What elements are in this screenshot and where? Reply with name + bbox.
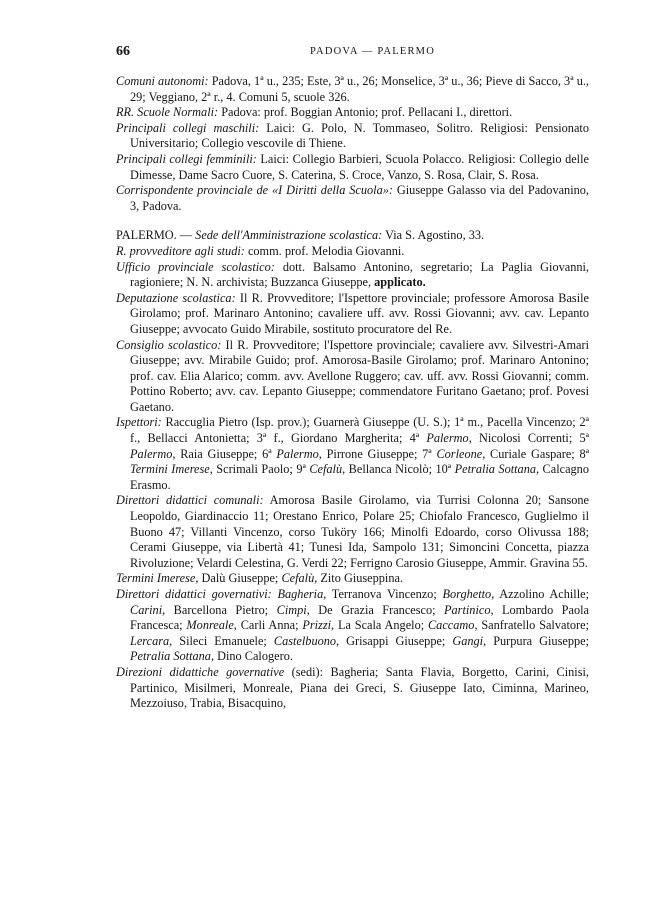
- padova-entry-principali-collegi-maschili: [116, 121, 589, 152]
- section-gap: [116, 214, 589, 228]
- entry-text: , Raia Giuseppe; 6ª: [172, 446, 277, 461]
- palermo-entry-consiglio-scolastico: [116, 338, 589, 416]
- entry-text: , Sileci Emanuele;: [169, 633, 274, 648]
- palermo-sede-label: Sede dell'Amministrazione scolastica:: [195, 228, 383, 243]
- entry-label: Direttori didattici governativi:: [116, 587, 272, 601]
- place-name: Termini Imerese: [130, 462, 210, 477]
- palermo-sede-text: Via S. Agostino, 33.: [382, 228, 485, 243]
- place-name: Castelbuono: [273, 633, 337, 648]
- entry-text: Laici: G. Polo, N. Tommaseo, Solitro. Religiosi: Pensionato Universitario; Collegio vescovile di Thiene.: [130, 120, 589, 151]
- place-name: Carini: [130, 602, 163, 617]
- entry-text: , Terranova Vincenzo;: [323, 587, 443, 601]
- place-name: Petralia Sottana: [130, 649, 211, 664]
- place-name: Prizzi: [302, 618, 332, 633]
- palermo-section: [116, 228, 589, 711]
- palermo-entry-r-provveditore-agli-studi: [116, 244, 589, 260]
- entry-bold-text: applicato.: [374, 275, 426, 290]
- padova-entry-comuni-autonomi: [116, 74, 589, 105]
- entry-label: Ufficio provinciale scolastico:: [116, 259, 275, 274]
- entry-text: Laici: Collegio Barbieri, Scuola Polacco. Religiosi: Collegio delle Dimesse, Dame Sacro Cuore, S. Caterina, S. Croce, Vanzo, S. Rosa, Clair, S. Rosa.: [130, 151, 589, 182]
- entry-text: , Sanfratello Salvatore;: [474, 618, 589, 633]
- place-name: Cefalù: [281, 571, 315, 586]
- palermo-heading-entry: [116, 228, 589, 244]
- entry-text: , Carli Anna;: [233, 618, 303, 633]
- entry-text: Padova, 1ª u., 235; Este, 3ª u., 26; Monselice, 3ª u., 36; Pieve di Sacco, 3ª u., 29; Veggiano, 2ª r., 4. Comuni 5, scuole 326.: [130, 74, 589, 104]
- entry-text: , Dino Calogero.: [210, 649, 293, 664]
- entry-text: , Grisappi Giuseppe;: [336, 633, 453, 648]
- entry-text: (sedi): Bagheria; Santa Flavia, Borgetto, Carini, Cinisi, Partinico, Misilmeri, Monreale, Piana dei Greci, S. Giuseppe Iato, Ciminna, Marineo, Mezzoiuso, Trabia, Bisacquino,: [130, 664, 589, 711]
- entry-label: Corrispondente provinciale de «I Diritti della Scuola»:: [116, 183, 393, 198]
- entry-label: Direttori didattici comunali:: [116, 493, 264, 508]
- page-number: 66: [116, 44, 130, 59]
- place-name: Gangi: [452, 633, 484, 648]
- entry-text: Padova: prof. Boggian Antonio; prof. Pellacani I., direttori.: [218, 105, 513, 120]
- entry-label: Ispettori:: [116, 415, 162, 430]
- entry-text: comm. prof. Melodia Giovanni.: [244, 243, 405, 258]
- entry-text: , De Grazia Francesco;: [306, 602, 445, 617]
- place-name: Cefalù: [309, 462, 343, 477]
- entry-text: , Calcagno Erasmo.: [130, 462, 589, 492]
- entry-text: Il R. Provveditore; l'Ispettore provinciale; cavaliere avv. Silvestri-Amari Giuseppe; avv. Mirabile Guido; prof. Amorosa-Basile Girolamo; prof. Marinaro Antonino; prof. cav. Elia Alarico; comm. avv. Avellone Ruggero; cav. uff. avv. Rossi Giovanni; comm. Pottino Roberto; avv. cav. Lepanto Giuseppe; commendatore Furitano Gaetano; prof. Povesi Gaetano.: [130, 337, 589, 414]
- entry-label: Principali collegi maschili:: [116, 120, 260, 135]
- place-name: Monreale: [186, 618, 234, 633]
- entry-text: , Nicolosi Correnti; 5ª: [468, 431, 589, 446]
- entry-text: Il R. Provveditore; l'Ispettore provinciale; professore Amorosa Basile Girolamo; prof. Marinaro Antonino; cavaliere uff. avv. Rossi Giovanni; avv. cav. Lepanto Giuseppe; avvocato Guido Mirabile, sostituto procuratore del Re.: [130, 290, 589, 336]
- entry-text: , Curiale Gaspare; 8ª: [482, 446, 589, 461]
- entry-label: Principali collegi femminili:: [116, 151, 257, 166]
- padova-section: [116, 74, 589, 214]
- entry-text: Dalù Giuseppe;: [198, 571, 282, 586]
- entry-label: Comuni autonomi:: [116, 74, 209, 88]
- entry-text: Giuseppe Galasso via del Padovanino, 3, Padova.: [130, 183, 589, 213]
- place-name: Corleone: [436, 446, 483, 461]
- entry-text: , Zito Giuseppina.: [314, 571, 404, 586]
- entry-label: Consiglio scolastico:: [116, 337, 222, 352]
- place-name: Palermo: [130, 446, 173, 461]
- entry-text: , Purpura Giuseppe;: [483, 633, 589, 648]
- padova-entry-corrispondente-provinciale-de-i-diritti-: [116, 183, 589, 214]
- entry-text: , Bellanca Nicolò; 10ª: [342, 462, 455, 477]
- palermo-entry-direzioni-didattiche-governative: [116, 665, 589, 712]
- entry-text: , Barcellona Pietro;: [162, 602, 277, 617]
- place-name: Bagheria: [277, 587, 324, 601]
- padova-entry-principali-collegi-femminili: [116, 152, 589, 183]
- entry-label: Direzioni didattiche governative: [116, 664, 285, 679]
- place-name: Palermo: [276, 446, 319, 461]
- entry-text: Raccuglia Pietro (Isp. prov.); Guarnerà Giuseppe (U. S.); 1ª m., Pacella Vincenzo; 2ª f., Bellacci Antonietta; 3ª f., Giordano Margherita; 4ª: [130, 415, 589, 446]
- entry-text: Amorosa Basile Girolamo, via Turrisi Colonna 20; Sansone Leopoldo, Giardinaccio 11; Orestano Enrico, Polare 25; Chiofalo Francesco, Guglielmo il Buono 47; Villanti Vincenzo, corso Tuköry 166; Minolfi Edoardo, corso Olivussa 188; Cerami Giuseppe, via Libertà 41; Tunesi Ida, Sampolo 131; Simoncini Concetta, piazza Rivoluzione; Velardi Celestina, G. Verdi 22; Ferrigno Carosio Giuseppe, Ammir. Gravina 55.: [130, 493, 590, 570]
- place-name: Palermo: [426, 431, 469, 446]
- palermo-entry-ufficio-provinciale-scolastico: [116, 260, 589, 291]
- palermo-title-separator: —: [176, 228, 196, 243]
- palermo-entry-direttori-didattici-governativi: [116, 587, 589, 665]
- entry-text: dott. Balsamo Antonino, segretario; La Paglia Giovanni, ragioniere; N. N. archivista; Buzzanca Giuseppe,: [130, 259, 589, 290]
- palermo-entry-ispettori: [116, 415, 589, 493]
- entry-label: Deputazione scolastica:: [116, 290, 236, 305]
- entry-label: RR. Scuole Normali:: [116, 105, 219, 120]
- entry-text: , La Scala Angelo;: [331, 618, 428, 633]
- entry-text: , Lombardo Paola Francesca;: [130, 602, 590, 633]
- place-name: Cimpi: [276, 602, 307, 617]
- place-name: Caccamo: [427, 618, 475, 633]
- page-header: [116, 44, 589, 66]
- entry-text: , Azzolino Achille;: [491, 587, 589, 601]
- entry-text: , Scrimali Paolo; 9ª: [209, 462, 310, 477]
- palermo-entry-deputazione-scolastica: [116, 291, 589, 338]
- palermo-entry-direttori-didattici-comunali: [116, 493, 589, 571]
- entry-text: , Pirrone Giuseppe; 7ª: [318, 446, 437, 461]
- palermo-entry-termini-imerese: [116, 571, 589, 587]
- place-name: Lercara: [130, 633, 170, 648]
- padova-entry-rr-scuole-normali: [116, 105, 589, 121]
- place-name: Partinico: [444, 602, 491, 617]
- place-name: Borghetto: [442, 587, 492, 601]
- place-name: Petralia Sottana: [454, 462, 536, 477]
- palermo-title: PALERMO.: [116, 228, 177, 243]
- entry-label: R. provveditore agli studi:: [116, 243, 245, 258]
- palermo-entries: [116, 244, 589, 712]
- running-head: PADOVA — PALERMO: [309, 46, 435, 57]
- entry-label: Termini Imerese,: [116, 571, 199, 586]
